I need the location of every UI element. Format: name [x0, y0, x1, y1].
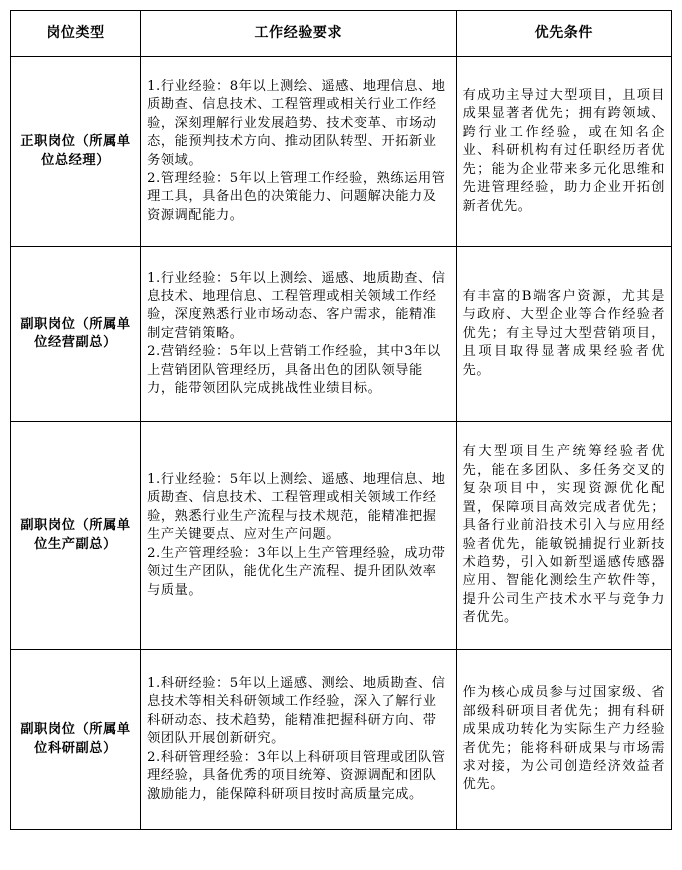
position-type-cell: 副职岗位（所属单位经营副总）	[11, 247, 141, 422]
experience-item: 1.行业经验：5年以上测绘、遥感、地质勘查、信息技术、地理信息、工程管理或相关领域工作经验，深度熟悉行业市场动态、客户需求，能精准制定营销策略。	[147, 270, 446, 341]
experience-item: 2.科研管理经验：3年以上科研项目管理或团队管理经验，具备优秀的项目统筹、资源调配和团队激励能力，能保障科研项目按时高质量完成。	[147, 749, 446, 802]
experience-item: 2.营销经验：5年以上营销工作经验，其中3年以上营销团队管理经历，具备出色的团队领导能力，能带领团队完成挑战性业绩目标。	[147, 344, 441, 397]
header-row	[11, 11, 672, 57]
experience-cell	[141, 57, 457, 247]
position-requirements-table	[10, 10, 672, 830]
table-row	[11, 650, 672, 830]
experience-item: 1.科研经验：5年以上遥感、测绘、地质勘查、信息技术等相关科研领域工作经验，深入了解行业科研动态、技术趋势，能精准把握科研方向、带领团队开展创新研究。	[147, 676, 446, 747]
preference-cell: 有成功主导过大型项目，且项目成果显著者优先；拥有跨领域、跨行业工作经验，或在知名企业、科研机构有过任职经历者优先；能为企业带来多元化思维和先进管理经验，助力企业开拓创新者优先。	[456, 57, 671, 247]
table-row	[11, 57, 672, 247]
position-type-cell: 副职岗位（所属单位生产副总）	[11, 422, 141, 650]
experience-item: 1.行业经验：5年以上测绘、遥感、地理信息、地质勘查、信息技术、工程管理或相关领域工作经验，熟悉行业生产流程与技术规范，能精准把握生产关键要点、应对生产问题。	[147, 472, 446, 543]
header-preferred-conditions: 优先条件	[456, 11, 671, 57]
experience-item: 1.行业经验：8年以上测绘、遥感、地理信息、地质勘查、信息技术、工程管理或相关行业工作经验，深刻理解行业发展趋势、技术变革、市场动态，能预判技术方向、推动团队转型、开拓新业务领域。	[147, 78, 446, 168]
experience-cell	[141, 247, 457, 422]
table-row	[11, 247, 672, 422]
experience-cell	[141, 650, 457, 830]
header-position-type: 岗位类型	[11, 11, 141, 57]
table-row	[11, 422, 672, 650]
header-work-experience: 工作经验要求	[141, 11, 457, 57]
experience-item: 2.生产管理经验：3年以上生产管理经验，成功带领过生产团队，能优化生产流程、提升团队效率与质量。	[147, 545, 446, 598]
position-type-cell: 正职岗位（所属单位总经理）	[11, 57, 141, 247]
experience-item: 2.管理经验：5年以上管理工作经验，熟练运用管理工具，具备出色的决策能力、问题解决能力及资源调配能力。	[147, 170, 446, 223]
experience-cell	[141, 422, 457, 650]
preference-cell: 有丰富的B端客户资源，尤其是与政府、大型企业等合作经验者优先；有主导过大型营销项目，且项目取得显著成果经验者优先。	[456, 247, 671, 422]
position-type-cell: 副职岗位（所属单位科研副总）	[11, 650, 141, 830]
preference-cell: 有大型项目生产统筹经验者优先，能在多团队、多任务交叉的复杂项目中，实现资源优化配置，保障项目高效完成者优先；具备行业前沿技术引入与应用经验者优先，能敏锐捕捉行业新技术趋势，引入如新型遥感传感器应用、智能化测绘生产软件等，提升公司生产技术水平与竞争力者优先。	[456, 422, 671, 650]
preference-cell: 作为核心成员参与过国家级、省部级科研项目者优先；拥有科研成果成功转化为实际生产力经验者优先；能将科研成果与市场需求对接，为公司创造经济效益者优先。	[456, 650, 671, 830]
